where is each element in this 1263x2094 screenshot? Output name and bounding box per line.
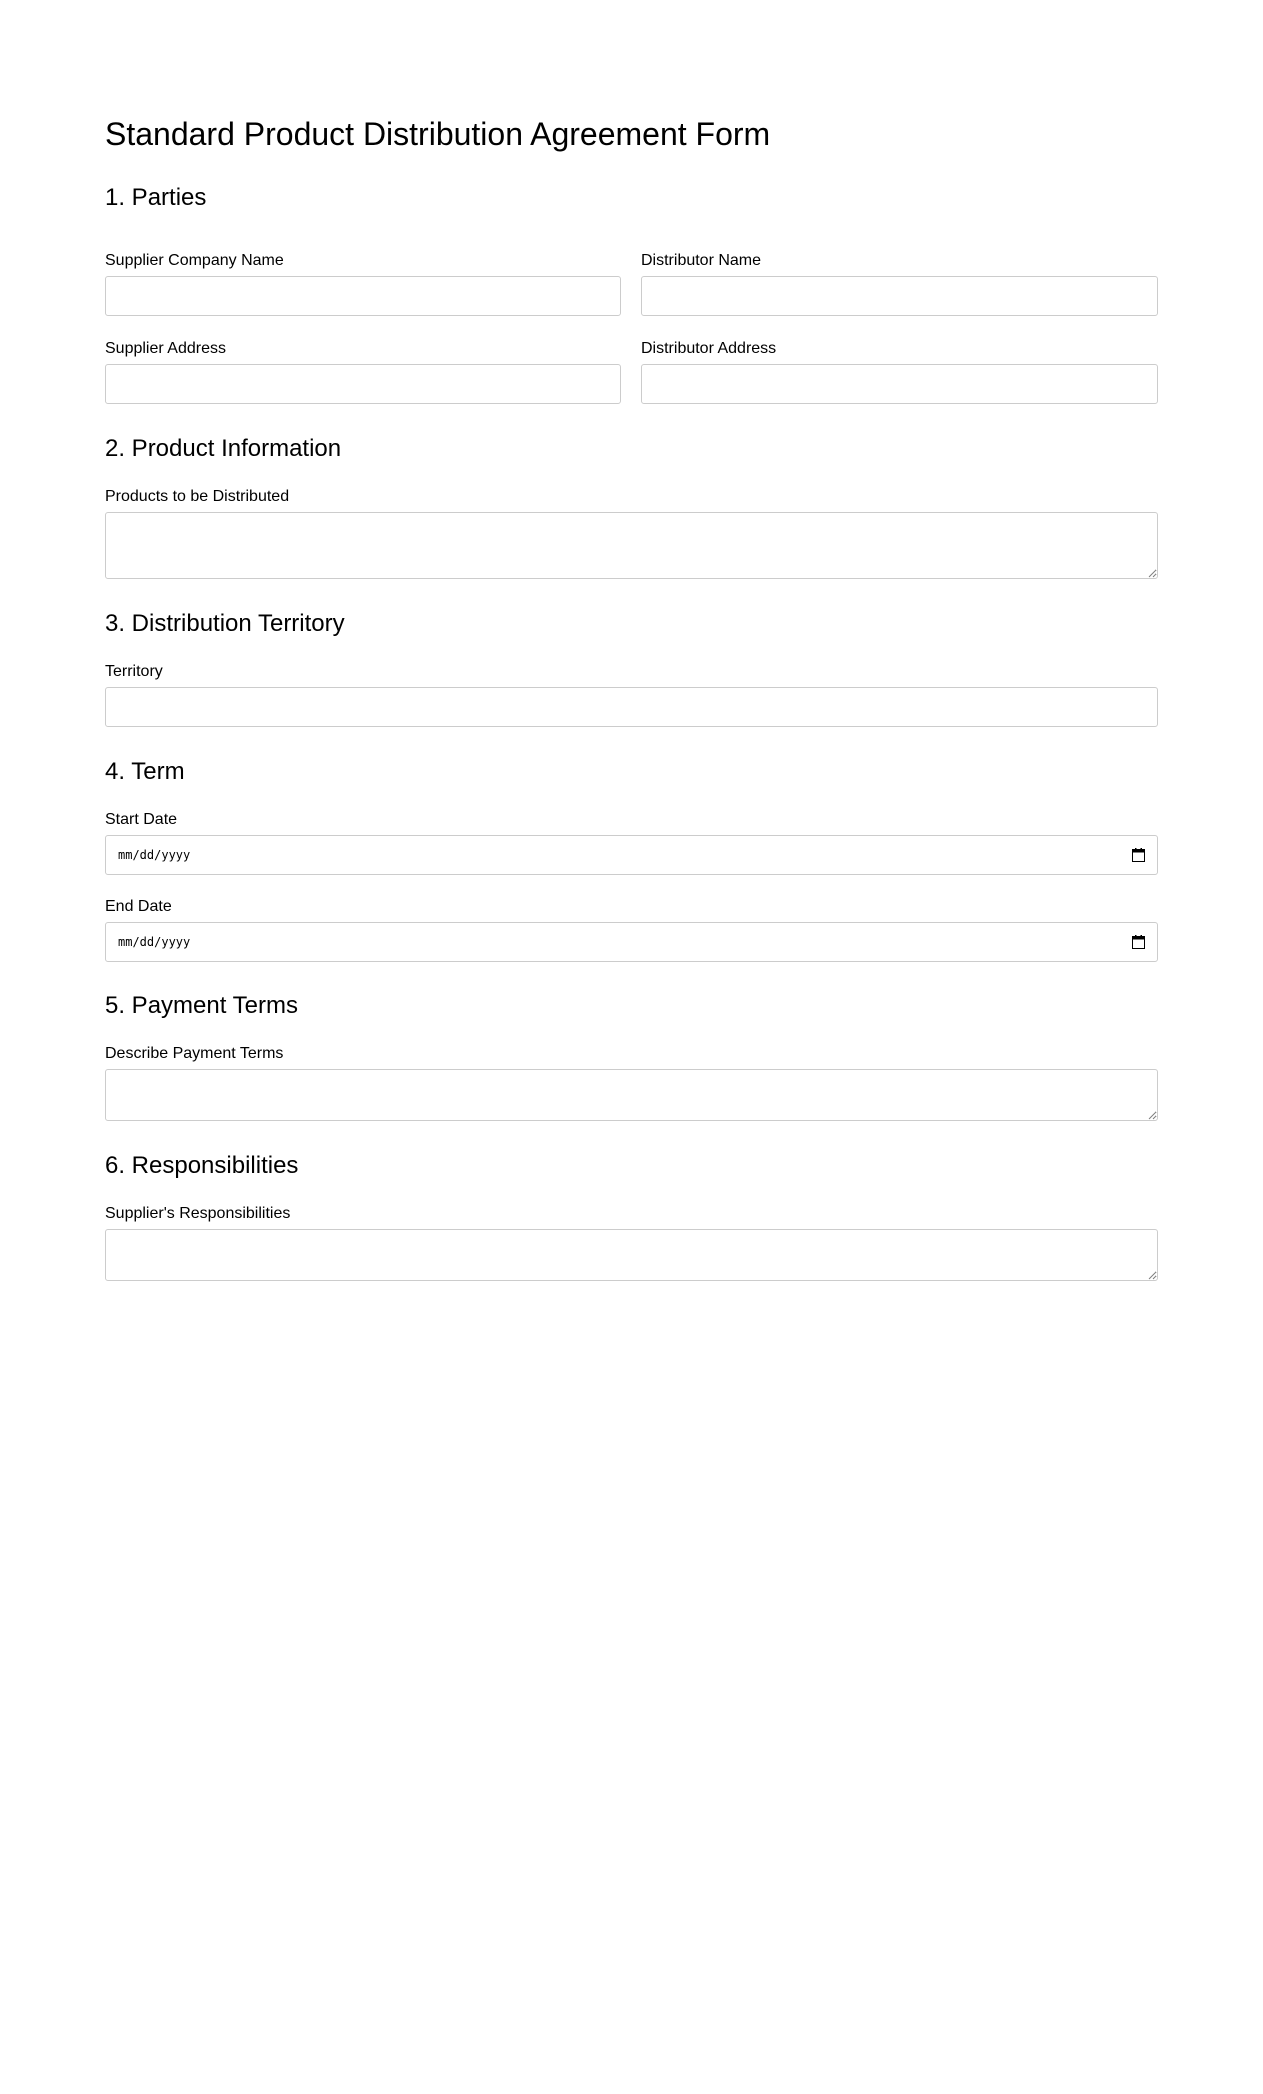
end-date-placeholder: mm/dd/yyyy	[118, 935, 191, 949]
territory-label: Territory	[105, 663, 163, 680]
distributor-name-label: Distributor Name	[641, 252, 762, 269]
supplier-company-label: Supplier Company Name	[105, 252, 284, 269]
start-date-placeholder: mm/dd/yyyy	[118, 848, 191, 862]
distributor-address-label: Distributor Address	[641, 340, 777, 357]
distributor-address-input[interactable]	[641, 364, 1158, 404]
payment-terms-textarea-wrap	[105, 1069, 1158, 1121]
section-heading-parties: 1. Parties	[105, 184, 207, 211]
products-textarea[interactable]	[105, 512, 1158, 579]
resize-grip-icon[interactable]	[1148, 1271, 1157, 1280]
payment-terms-label: Describe Payment Terms	[105, 1045, 284, 1062]
resize-grip-icon[interactable]	[1148, 1111, 1157, 1120]
distributor-name-input[interactable]	[641, 276, 1158, 316]
supplier-responsibilities-label: Supplier's Responsibilities	[105, 1205, 291, 1222]
resize-grip-icon[interactable]	[1148, 569, 1157, 578]
calendar-icon[interactable]	[1132, 935, 1145, 949]
supplier-address-label: Supplier Address	[105, 340, 226, 357]
section-heading-product-information: 2. Product Information	[105, 435, 342, 462]
end-date-input[interactable]	[105, 922, 1158, 962]
section-heading-responsibilities: 6. Responsibilities	[105, 1152, 299, 1179]
end-date-label: End Date	[105, 898, 172, 915]
products-label: Products to be Distributed	[105, 488, 290, 505]
section-heading-distribution-territory: 3. Distribution Territory	[105, 610, 345, 637]
supplier-responsibilities-textarea-wrap	[105, 1229, 1158, 1281]
calendar-icon[interactable]	[1132, 848, 1145, 862]
supplier-company-input[interactable]	[105, 276, 621, 316]
payment-terms-textarea[interactable]	[105, 1069, 1158, 1121]
section-heading-term: 4. Term	[105, 758, 185, 785]
page-title: Standard Product Distribution Agreement Form	[105, 116, 771, 152]
start-date-input[interactable]	[105, 835, 1158, 875]
territory-input[interactable]	[105, 687, 1158, 727]
supplier-address-input[interactable]	[105, 364, 621, 404]
start-date-label: Start Date	[105, 811, 178, 828]
supplier-responsibilities-textarea[interactable]	[105, 1229, 1158, 1281]
products-textarea-wrap	[105, 512, 1158, 579]
section-heading-payment-terms: 5. Payment Terms	[105, 992, 298, 1019]
